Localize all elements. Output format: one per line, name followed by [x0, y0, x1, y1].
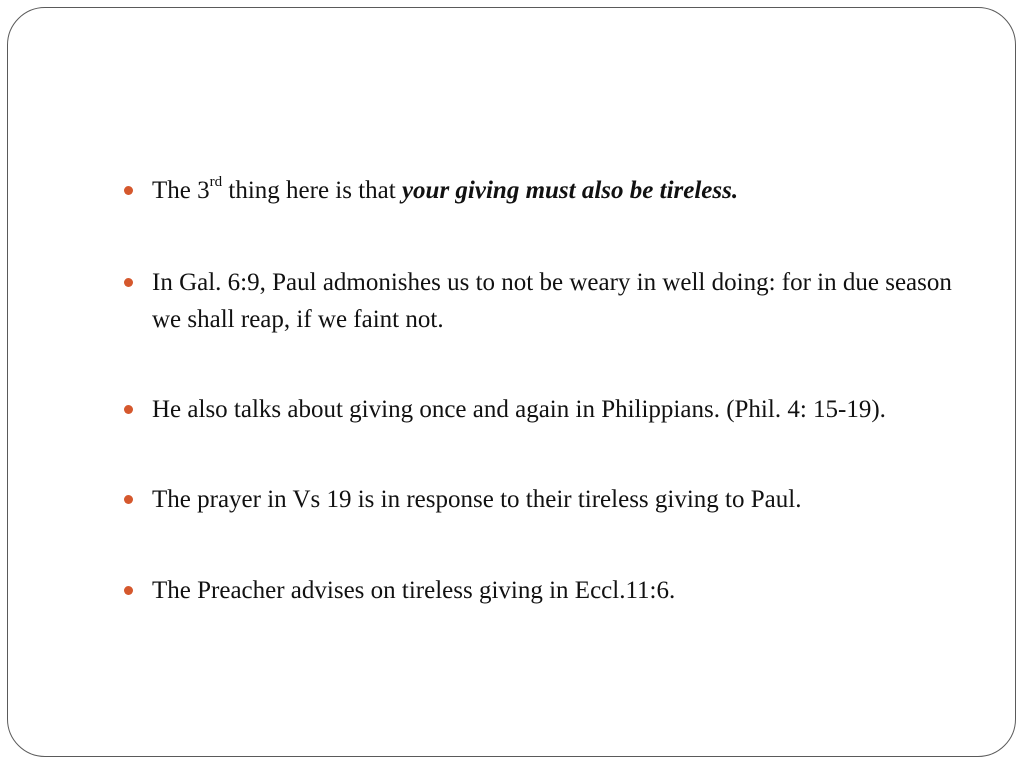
bullet-list [124, 172, 969, 609]
item-1-text-start: The 3 [152, 177, 210, 204]
item-1-superscript: rd [209, 173, 223, 190]
bullet-item-1 [124, 172, 969, 209]
bullet-item-5 [124, 572, 969, 609]
bullet-dot-icon [124, 186, 133, 195]
item-3-text: He also talks about giving once and again in Philippians. (Phil. 4: 15-19). [152, 396, 886, 423]
bullet-item-4 [124, 481, 969, 518]
item-1-emphasis: your giving must also be tireless. [401, 177, 739, 204]
bullet-item-3 [124, 391, 969, 428]
bullet-dot-icon [124, 405, 133, 414]
slide-frame [7, 7, 1016, 757]
bullet-dot-icon [124, 495, 133, 504]
item-4-text: The prayer in Vs 19 is in response to their tireless giving to Paul. [152, 486, 802, 513]
bullet-dot-icon [124, 278, 133, 287]
bullet-dot-icon [124, 586, 133, 595]
item-2-text: In Gal. 6:9, Paul admonishes us to not be weary in well doing: for in due season we shall reap, if we faint not. [152, 269, 952, 333]
item-1-text-middle: thing here is that [222, 177, 402, 204]
item-5-text: The Preacher advises on tireless giving in Eccl.11:6. [152, 577, 676, 604]
bullet-item-2 [124, 264, 969, 338]
